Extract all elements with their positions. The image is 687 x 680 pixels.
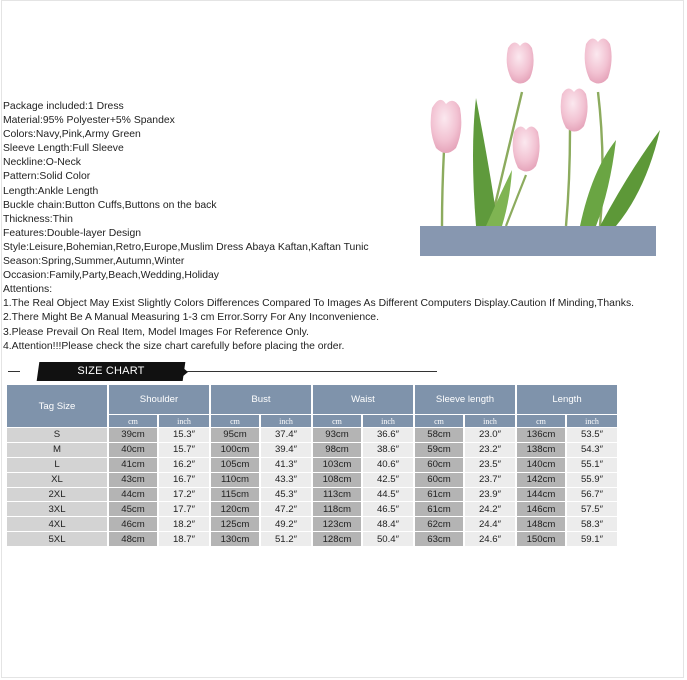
description-value: Thin	[52, 213, 73, 225]
inch-cell: 45.3″	[261, 487, 311, 502]
inch-cell: 51.2″	[261, 531, 311, 546]
inch-cell: 24.2″	[465, 501, 515, 516]
inch-cell: 24.4″	[465, 516, 515, 531]
inch-cell: 39.4″	[261, 442, 311, 457]
description-label: Buckle chain:	[3, 199, 65, 211]
cm-cell: 113cm	[313, 487, 361, 502]
inch-cell: 46.5″	[363, 501, 413, 516]
cm-cell: 45cm	[109, 501, 157, 516]
inch-cell: 23.5″	[465, 457, 515, 472]
description-value: 1.The Real Object May Exist Slightly Colors Differences Compared To Images As Different Computers Display.Caution If Minding,Thanks.	[3, 298, 635, 310]
unit-header-cm: cm	[109, 414, 157, 427]
description-label: Material:	[3, 115, 43, 127]
description-value: O-Neck	[45, 157, 81, 169]
inch-cell: 37.4″	[261, 427, 311, 442]
banner-rule	[187, 371, 437, 372]
inch-cell: 40.6″	[363, 457, 413, 472]
inch-cell: 23.2″	[465, 442, 515, 457]
tulips-photo	[420, 30, 660, 260]
inch-cell: 59.1″	[567, 531, 617, 546]
tag-size-cell: 4XL	[7, 516, 107, 531]
inch-cell: 18.7″	[159, 531, 209, 546]
inch-cell: 16.7″	[159, 472, 209, 487]
cm-cell: 115cm	[211, 487, 259, 502]
description-value: 4.Attention!!!Please check the size chart carefully before placing the order.	[3, 340, 345, 352]
description-label: Attentions:	[3, 284, 53, 296]
description-value: 3.Please Prevail On Real Item, Model Images For Reference Only.	[3, 326, 309, 338]
description-line	[3, 340, 683, 354]
cm-cell: 61cm	[415, 501, 463, 516]
inch-cell: 55.9″	[567, 472, 617, 487]
inch-cell: 44.5″	[363, 487, 413, 502]
column-group-header: Waist	[313, 385, 413, 414]
description-label: Features:	[3, 227, 47, 239]
tag-size-cell: S	[7, 427, 107, 442]
column-group-header: Bust	[211, 385, 311, 414]
cm-cell: 40cm	[109, 442, 157, 457]
cm-cell: 105cm	[211, 457, 259, 472]
inch-cell: 55.1″	[567, 457, 617, 472]
cm-cell: 130cm	[211, 531, 259, 546]
inch-cell: 18.2″	[159, 516, 209, 531]
inch-cell: 15.7″	[159, 442, 209, 457]
table-row	[7, 472, 617, 487]
inch-cell: 15.3″	[159, 427, 209, 442]
cm-cell: 128cm	[313, 531, 361, 546]
column-group-header: Length	[517, 385, 617, 414]
inch-cell: 54.3″	[567, 442, 617, 457]
table-row	[7, 531, 617, 546]
cm-cell: 63cm	[415, 531, 463, 546]
cm-cell: 148cm	[517, 516, 565, 531]
cm-cell: 59cm	[415, 442, 463, 457]
inch-cell: 42.5″	[363, 472, 413, 487]
cm-cell: 110cm	[211, 472, 259, 487]
inch-cell: 24.6″	[465, 531, 515, 546]
column-group-header: Sleeve length	[415, 385, 515, 414]
inch-cell: 50.4″	[363, 531, 413, 546]
cm-cell: 58cm	[415, 427, 463, 442]
unit-header-cm: cm	[313, 414, 361, 427]
inch-cell: 17.2″	[159, 487, 209, 502]
inch-cell: 47.2″	[261, 501, 311, 516]
description-line	[3, 311, 683, 325]
unit-header-inch: inch	[363, 414, 413, 427]
inch-cell: 23.9″	[465, 487, 515, 502]
description-label: Thickness:	[3, 213, 53, 225]
tag-size-cell: 3XL	[7, 501, 107, 516]
description-label: Pattern:	[3, 171, 40, 183]
description-label: Package included:	[3, 101, 88, 112]
size-chart-banner	[6, 362, 446, 382]
unit-header-cm: cm	[517, 414, 565, 427]
unit-header-cm: cm	[211, 414, 259, 427]
table-row	[7, 487, 617, 502]
inch-cell: 48.4″	[363, 516, 413, 531]
cm-cell: 48cm	[109, 531, 157, 546]
banner-dash	[8, 371, 20, 372]
description-value: Double-layer Design	[46, 227, 142, 239]
cm-cell: 150cm	[517, 531, 565, 546]
cm-cell: 61cm	[415, 487, 463, 502]
cm-cell: 146cm	[517, 501, 565, 516]
inch-cell: 56.7″	[567, 487, 617, 502]
inch-cell: 17.7″	[159, 501, 209, 516]
cm-cell: 95cm	[211, 427, 259, 442]
cm-cell: 60cm	[415, 472, 463, 487]
tag-size-cell: L	[7, 457, 107, 472]
table-row	[7, 516, 617, 531]
cm-cell: 108cm	[313, 472, 361, 487]
tag-size-cell: XL	[7, 472, 107, 487]
tag-size-cell: M	[7, 442, 107, 457]
description-line	[3, 283, 683, 297]
description-label: Sleeve Length:	[3, 143, 73, 155]
cm-cell: 120cm	[211, 501, 259, 516]
inch-cell: 57.5″	[567, 501, 617, 516]
tag-size-header: Tag Size	[7, 385, 107, 427]
cm-cell: 60cm	[415, 457, 463, 472]
description-value: Solid Color	[39, 171, 91, 183]
cm-cell: 43cm	[109, 472, 157, 487]
size-chart-title: SIZE CHART	[77, 365, 145, 377]
cm-cell: 118cm	[313, 501, 361, 516]
description-value: Full Sleeve	[72, 143, 124, 155]
cm-cell: 138cm	[517, 442, 565, 457]
table-row	[7, 501, 617, 516]
description-value: Family,Party,Beach,Wedding,Holiday	[49, 270, 219, 282]
description-label: Colors:	[3, 129, 36, 141]
inch-cell: 53.5″	[567, 427, 617, 442]
size-chart-group-header	[7, 385, 617, 414]
table-row	[7, 457, 617, 472]
table-row	[7, 427, 617, 442]
cm-cell: 46cm	[109, 516, 157, 531]
description-line	[3, 269, 683, 283]
cm-cell: 39cm	[109, 427, 157, 442]
inch-cell: 36.6″	[363, 427, 413, 442]
description-value: Button Cuffs,Buttons on the back	[64, 199, 217, 211]
table-row	[7, 442, 617, 457]
unit-header-inch: inch	[261, 414, 311, 427]
unit-header-inch: inch	[567, 414, 617, 427]
description-label: Occasion:	[3, 270, 50, 282]
unit-header-inch: inch	[465, 414, 515, 427]
description-value: 95% Polyester+5% Spandex	[42, 115, 175, 127]
cm-cell: 144cm	[517, 487, 565, 502]
unit-header-inch: inch	[159, 414, 209, 427]
tag-size-cell: 2XL	[7, 487, 107, 502]
description-value: Spring,Summer,Autumn,Winter	[41, 256, 185, 268]
inch-cell: 23.0″	[465, 427, 515, 442]
cm-cell: 142cm	[517, 472, 565, 487]
cm-cell: 98cm	[313, 442, 361, 457]
size-chart-table	[5, 385, 619, 546]
inch-cell: 49.2″	[261, 516, 311, 531]
cm-cell: 123cm	[313, 516, 361, 531]
cm-cell: 103cm	[313, 457, 361, 472]
description-value: Leisure,Bohemian,Retro,Europe,Muslim Dress Abaya Kaftan,Kaftan Tunic	[29, 241, 369, 253]
cm-cell: 44cm	[109, 487, 157, 502]
tag-size-cell: 5XL	[7, 531, 107, 546]
description-label: Neckline:	[3, 157, 46, 169]
cm-cell: 62cm	[415, 516, 463, 531]
unit-header-cm: cm	[415, 414, 463, 427]
cm-cell: 125cm	[211, 516, 259, 531]
description-value: Ankle Length	[37, 185, 99, 197]
description-value: 2.There Might Be A Manual Measuring 1-3 cm Error.Sorry For Any Inconvenience.	[3, 312, 379, 324]
inch-cell: 23.7″	[465, 472, 515, 487]
description-value: Navy,Pink,Army Green	[35, 129, 141, 141]
inch-cell: 38.6″	[363, 442, 413, 457]
inch-cell: 43.3″	[261, 472, 311, 487]
cm-cell: 93cm	[313, 427, 361, 442]
cm-cell: 100cm	[211, 442, 259, 457]
description-value: 1 Dress	[87, 101, 124, 112]
description-line	[3, 297, 683, 311]
description-label: Style:	[3, 241, 29, 253]
description-label: Season:	[3, 256, 42, 268]
banner-arrow-icon	[182, 367, 188, 377]
inch-cell: 41.3″	[261, 457, 311, 472]
cm-cell: 140cm	[517, 457, 565, 472]
cm-cell: 41cm	[109, 457, 157, 472]
description-line	[3, 326, 683, 340]
description-label: Length:	[3, 185, 38, 197]
cm-cell: 136cm	[517, 427, 565, 442]
inch-cell: 58.3″	[567, 516, 617, 531]
column-group-header: Shoulder	[109, 385, 209, 414]
inch-cell: 16.2″	[159, 457, 209, 472]
